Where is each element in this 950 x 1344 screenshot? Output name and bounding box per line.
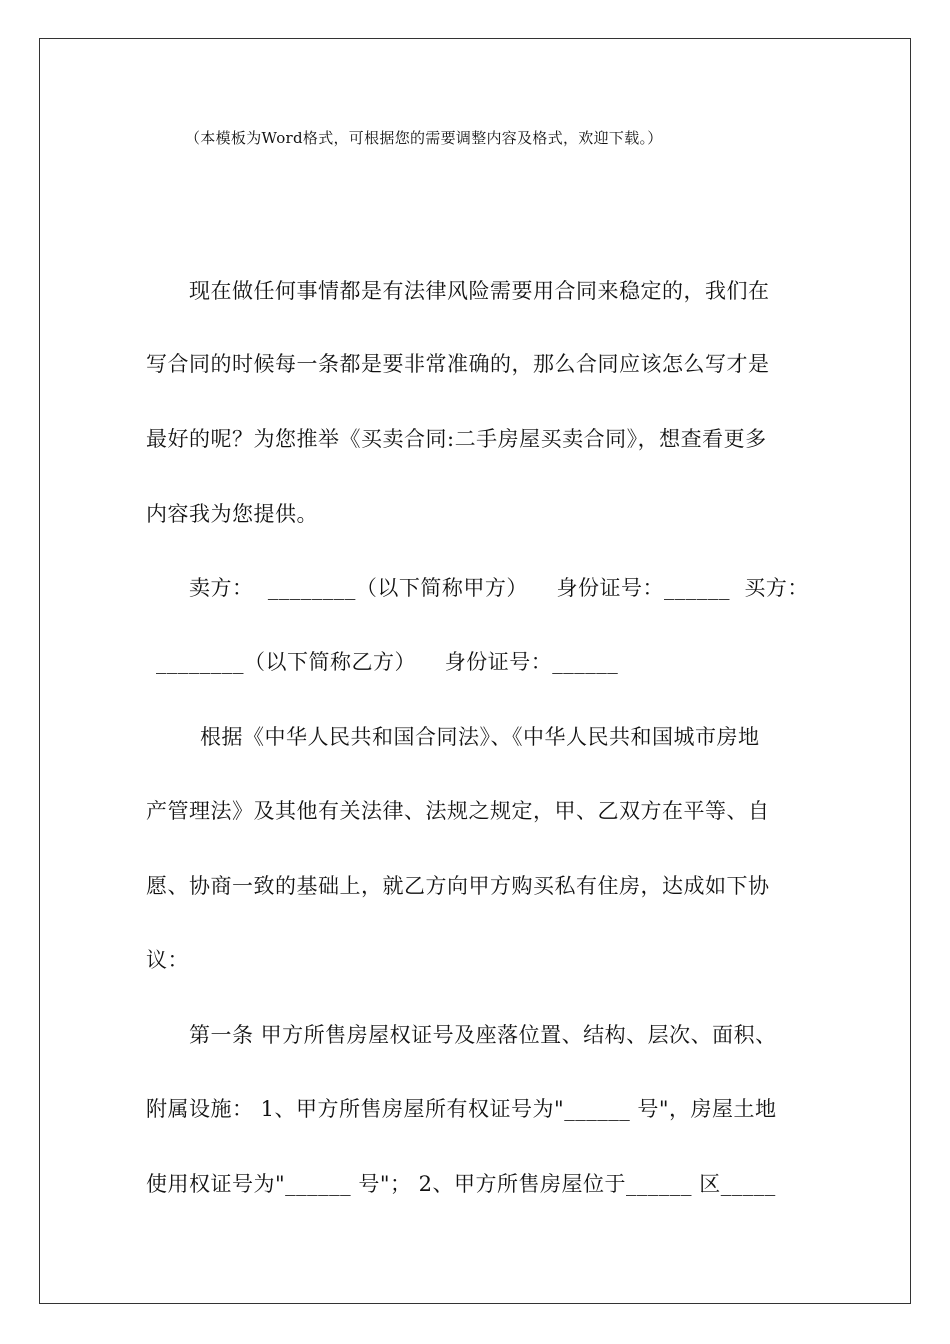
intro-line-1: 现在做任何事情都是有法律风险需要用合同来稳定的，我们在 <box>189 279 770 303</box>
seller-line: 卖方： ________（以下简称甲方） 身份证号：______ 买方： <box>189 576 809 600</box>
intro-line-3: 最好的呢？为您推举《买卖合同:二手房屋买卖合同》，想查看更多 <box>146 427 767 451</box>
basis-line-3: 愿、协商一致的基础上，就乙方向甲方购买私有住房，达成如下协 <box>146 874 770 898</box>
basis-line-4: 议： <box>146 948 189 972</box>
basis-line-2: 产管理法》及其他有关法律、法规之规定，甲、乙双方在平等、自 <box>146 799 770 823</box>
buyer-line: ________（以下简称乙方） 身份证号：______ <box>156 650 619 674</box>
article-one-line-1: 第一条 甲方所售房屋权证号及座落位置、结构、层次、面积、 <box>189 1023 777 1047</box>
article-one-line-3: 使用权证号为"______ 号"； 2、甲方所售房屋位于______ 区_____ <box>146 1172 776 1196</box>
intro-line-4: 内容我为您提供。 <box>146 502 318 526</box>
template-note: （本模板为Word格式，可根据您的需要调整内容及格式，欢迎下载。） <box>185 129 663 147</box>
intro-line-2: 写合同的时候每一条都是要非常准确的，那么合同应该怎么写才是 <box>146 352 770 376</box>
basis-line-1: 根据《中华人民共和国合同法》、《中华人民共和国城市房地 <box>200 725 760 749</box>
article-one-line-2: 附属设施： 1、甲方所售房屋所有权证号为"______ 号"，房屋土地 <box>146 1097 777 1121</box>
